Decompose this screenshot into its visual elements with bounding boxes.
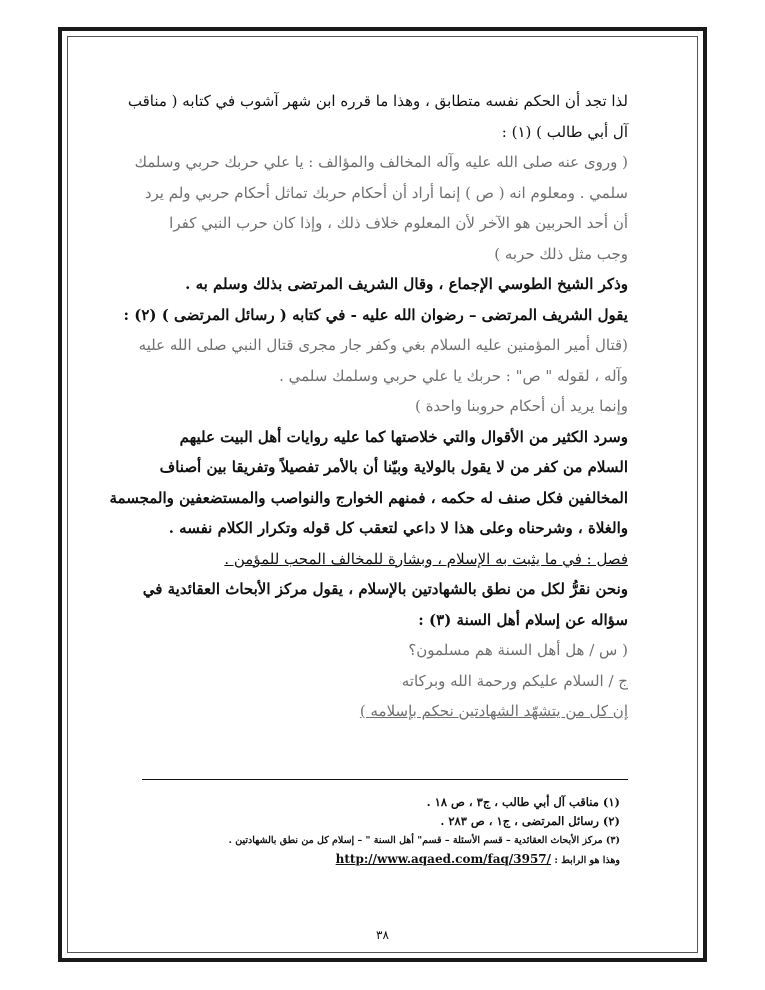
quote-line: (قتال أمير المؤمنين عليه السلام بغي وكفر جار مجرى قتال النبي صلى الله عليه [138,336,628,354]
quote-line: ( وروى عنه صلى الله عليه وآله المخالف والمؤالف : يا علي حربك حربي وسلمك [134,153,628,171]
text-line: وسرد الكثير من الأقوال والتي خلاصتها كما عليه روايات أهل البيت عليهم [179,427,628,446]
quote-line: وآله ، لقوله " ص" : حربك يا علي حربي وسلمك سلمي . [279,366,628,385]
section-heading: فصل : في ما يثبت به الإسلام ، وبشارة للمخالف المحب للمؤمن . [224,549,628,568]
footnote-divider [142,779,628,780]
footnote-1: (١) مناقب آل أبي طالب ، ج٣ ، ص ١٨ . [426,795,620,809]
text-line: والغلاة ، وشرحناه وعلى هذا لا داعي لتعقب كل قوله وتكرار الكلام نفسه . [168,519,628,537]
quote-line: ( س / هل أهل السنة هم مسلمون؟ [408,641,628,659]
page-number: ٣٨ [376,928,389,942]
footnotes [228,793,620,869]
footnote-2: (٢) رسائل المرتضى ، ج١ ، ص ٢٨٣ . [440,814,620,828]
text-line: وذكر الشيخ الطوسي الإجماع ، وقال الشريف المرتضى بذلك وسلم به . [185,275,628,293]
quote-line: وجب مثل ذلك حربه ) [494,244,628,263]
footnote-link-label: وهذا هو الرابط : [554,855,620,866]
text-line: لذا تجد أن الحكم نفسه متطابق ، وهذا ما قرره ابن شهر آشوب في كتابه ( مناقب [127,92,628,110]
text-line: آل أبي طالب ) (١) : [501,122,628,141]
text-line: المخالفين فكل صنف له حكمه ، فمنهم الخوارج والنواصب والمستضعفين والمجسمة [109,488,628,507]
quote-line: ج / السلام عليكم ورحمة الله وبركاته [401,671,628,690]
footnote-link-line [290,850,620,869]
page-body [109,86,628,727]
quote-line: إن كل من يتشهّد الشهادتين نحكم بإسلامه ) [359,702,628,720]
quote-line: أن أحد الحربين هو الآخر لأن المعلوم خلاف ذلك ، وإذا كان حرب النبي كفرا [169,214,628,232]
quote-line: وإنما يريد أن أحكام حروبنا واحدة ) [414,397,628,415]
text-line: السلام من كفر من لا يقول بالولاية وبيّنا أن بالأمر تفصيلاً وتفريقا بين أصناف [159,458,628,476]
text-line: سؤاله عن إسلام أهل السنة (٣) : [418,610,628,629]
quote-line: سلمي . ومعلوم انه ( ص ) إنما أراد أن أحكام حربك تماثل أحكام حربي ولم يرد [144,183,628,202]
text-line: يقول الشريف المرتضى – رضوان الله عليه - في كتابه ( رسائل المرتضى ) (٢) : [123,305,628,324]
text-line: ونحن نقرُّ لكل من نطق بالشهادتين بالإسلام ، يقول مركز الأبحاث العقائدية في [142,580,628,598]
footnote-link[interactable]: http://www.aqaed.com/faq/3957/ [335,852,552,866]
footnote-3: (٣) مركز الأبحاث العقائدية – قسم الأسئلة – قسم" أهل السنة " – إسلام كل من نطق بالشهادتين . [228,835,620,846]
